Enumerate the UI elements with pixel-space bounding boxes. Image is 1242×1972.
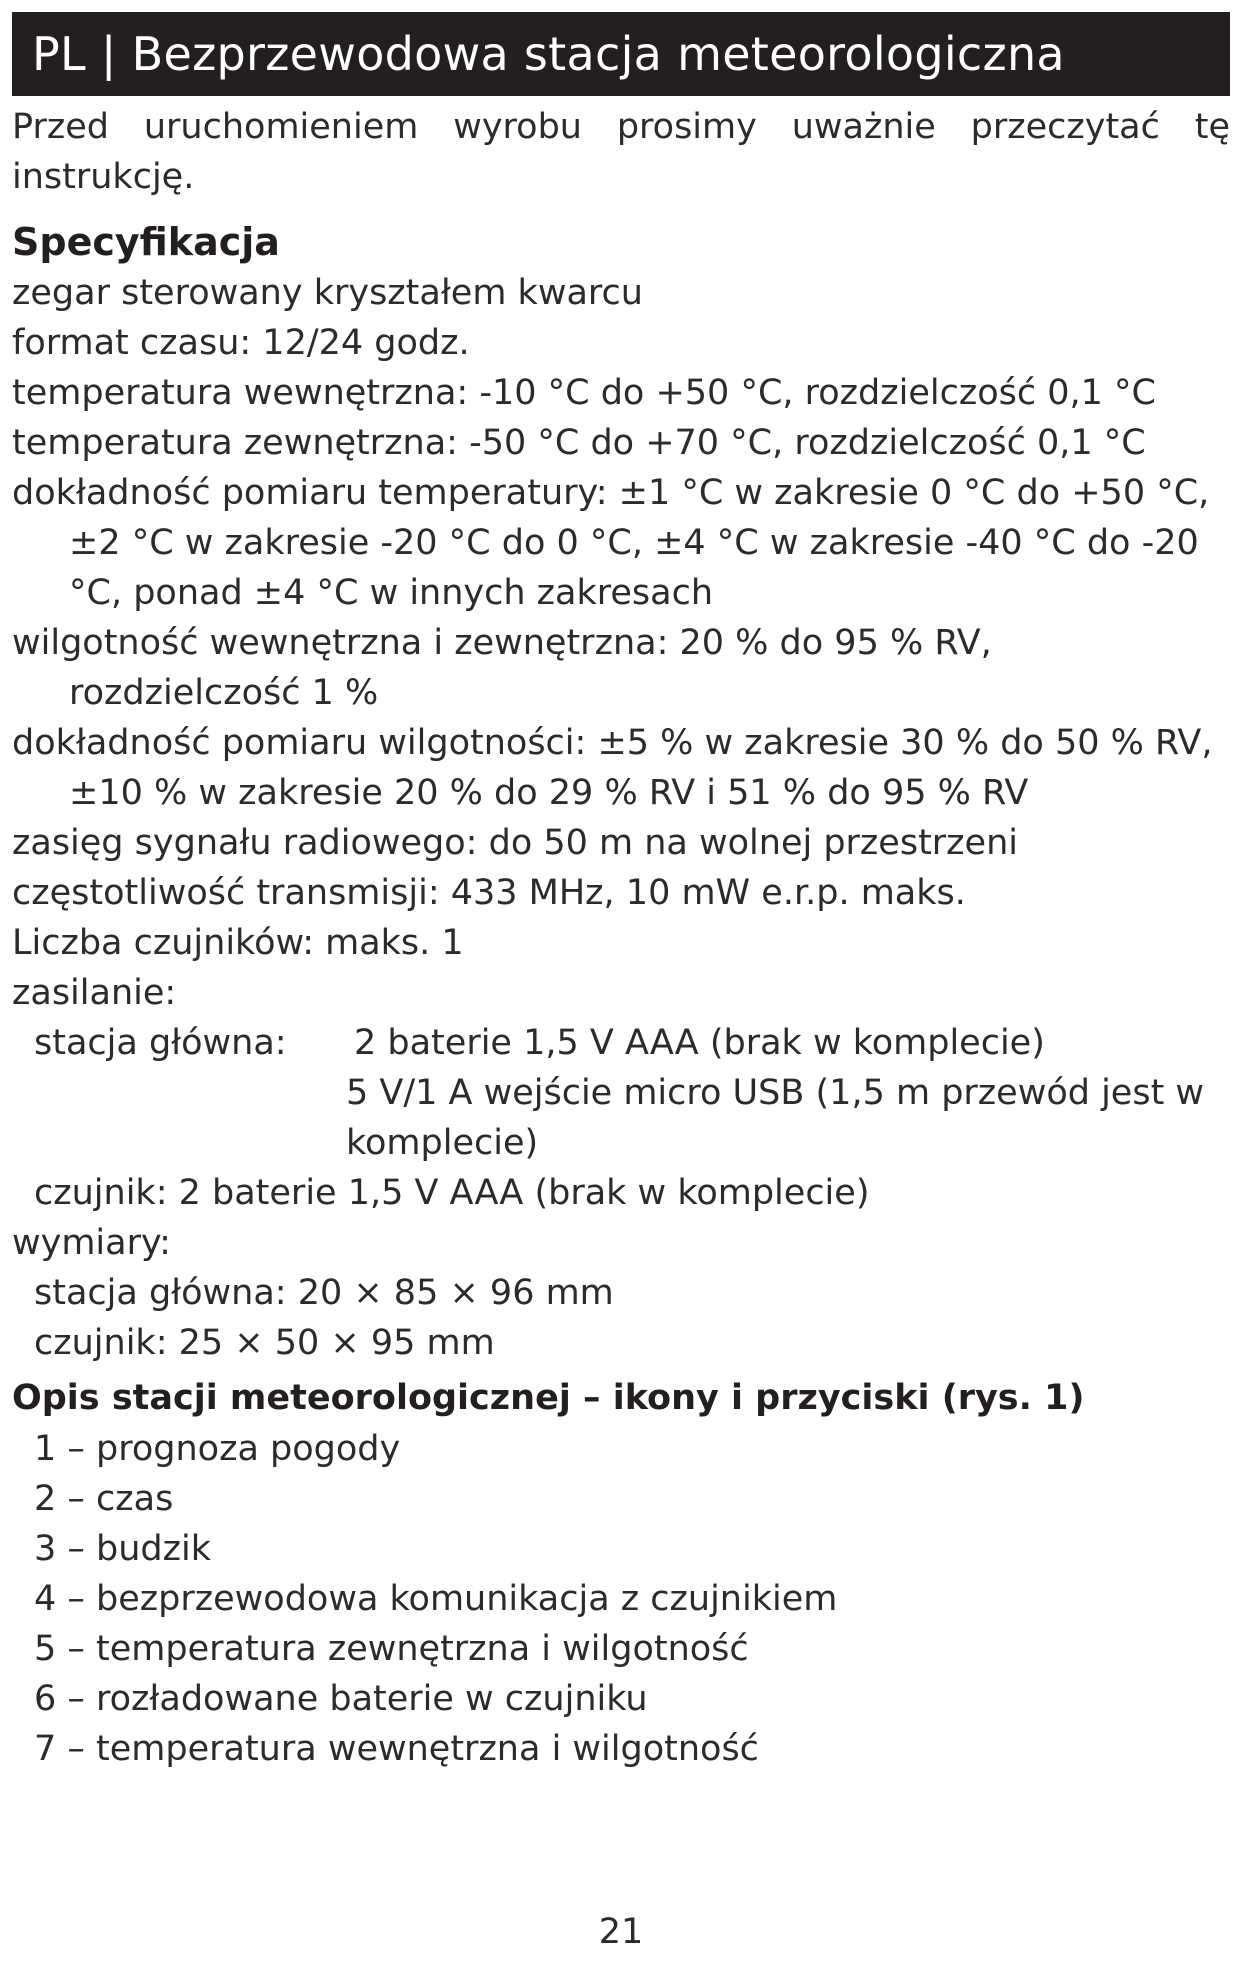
spec-item: temperatura wewnętrzna: -10 °C do +50 °C, rozdzielczość 0,1 °C xyxy=(12,373,1156,413)
spec-item: zegar sterowany kryształem kwarcu xyxy=(12,273,643,313)
spec-item: wilgotność wewnętrzna i zewnętrzna: 20 % do 95 % RV, rozdzielczość 1 % xyxy=(12,623,992,713)
spec-list xyxy=(12,268,1230,1018)
spec-item: format czasu: 12/24 godz. xyxy=(12,323,470,363)
icons-heading: Opis stacji meteorologicznej – ikony i przyciski (rys. 1) xyxy=(12,1378,1085,1418)
spec-item: Liczba czujników: maks. 1 xyxy=(12,923,464,963)
icon-list-item: 2 – czas xyxy=(34,1479,174,1519)
icon-list-item: 5 – temperatura zewnętrzna i wilgotność xyxy=(34,1629,749,1669)
intro-text: Przed uruchomieniem wyrobu prosimy uważnie przeczytać tę instrukcję. xyxy=(12,107,1230,197)
header-bar xyxy=(12,12,1230,96)
spec-item: temperatura zewnętrzna: -50 °C do +70 °C, rozdzielczość 0,1 °C xyxy=(12,423,1146,463)
power-main-station-value: 2 baterie 1,5 V AAA (brak w komplecie) xyxy=(354,1023,1045,1063)
spec-item: dokładność pomiaru wilgotności: ±5 % w zakresie 30 % do 50 % RV, ±10 % w zakresie 20 % do 29 % RV i 51 % do 95 % RV xyxy=(12,723,1213,813)
icon-list-item: 6 – rozładowane baterie w czujniku xyxy=(34,1679,648,1719)
icon-list-item: 4 – bezprzewodowa komunikacja z czujnikiem xyxy=(34,1579,838,1619)
spec-item: dokładność pomiaru temperatury: ±1 °C w zakresie 0 °C do +50 °C, ±2 °C w zakresie -20 °C do 0 °C, ±4 °C w zakresie -40 °C do -20 °C, ponad ±4 °C w innych zakresach xyxy=(12,473,1210,613)
spec-item: częstotliwość transmisji: 433 MHz, 10 mW e.r.p. maks. xyxy=(12,873,966,913)
power-main-station-row xyxy=(12,1018,1230,1068)
dimensions-sensor: czujnik: 25 × 50 × 95 mm xyxy=(34,1323,495,1363)
icon-list-item: 1 – prognoza pogody xyxy=(34,1429,401,1469)
manual-page xyxy=(12,12,1230,1774)
dimensions-main-station: stacja główna: 20 × 85 × 96 mm xyxy=(34,1273,614,1313)
power-label: zasilanie: xyxy=(12,973,177,1013)
dimensions-label: wymiary: xyxy=(12,1223,171,1263)
icon-list-item: 3 – budzik xyxy=(34,1529,211,1569)
page-number: 21 xyxy=(598,1912,644,1952)
spec-heading: Specyfikacja xyxy=(12,220,280,264)
spec-item: zasięg sygnału radiowego: do 50 m na wolnej przestrzeni xyxy=(12,823,1018,863)
page-title: PL | Bezprzewodowa stacja meteorologiczna xyxy=(32,27,1065,81)
power-main-station-usb: 5 V/1 A wejście micro USB (1,5 m przewód jest w komplecie) xyxy=(346,1073,1205,1163)
icon-list xyxy=(12,1424,1230,1774)
icon-list-item: 7 – temperatura wewnętrzna i wilgotność xyxy=(34,1729,759,1769)
power-sensor: czujnik: 2 baterie 1,5 V AAA (brak w komplecie) xyxy=(34,1173,870,1213)
power-main-station-label: stacja główna: xyxy=(34,1023,287,1063)
